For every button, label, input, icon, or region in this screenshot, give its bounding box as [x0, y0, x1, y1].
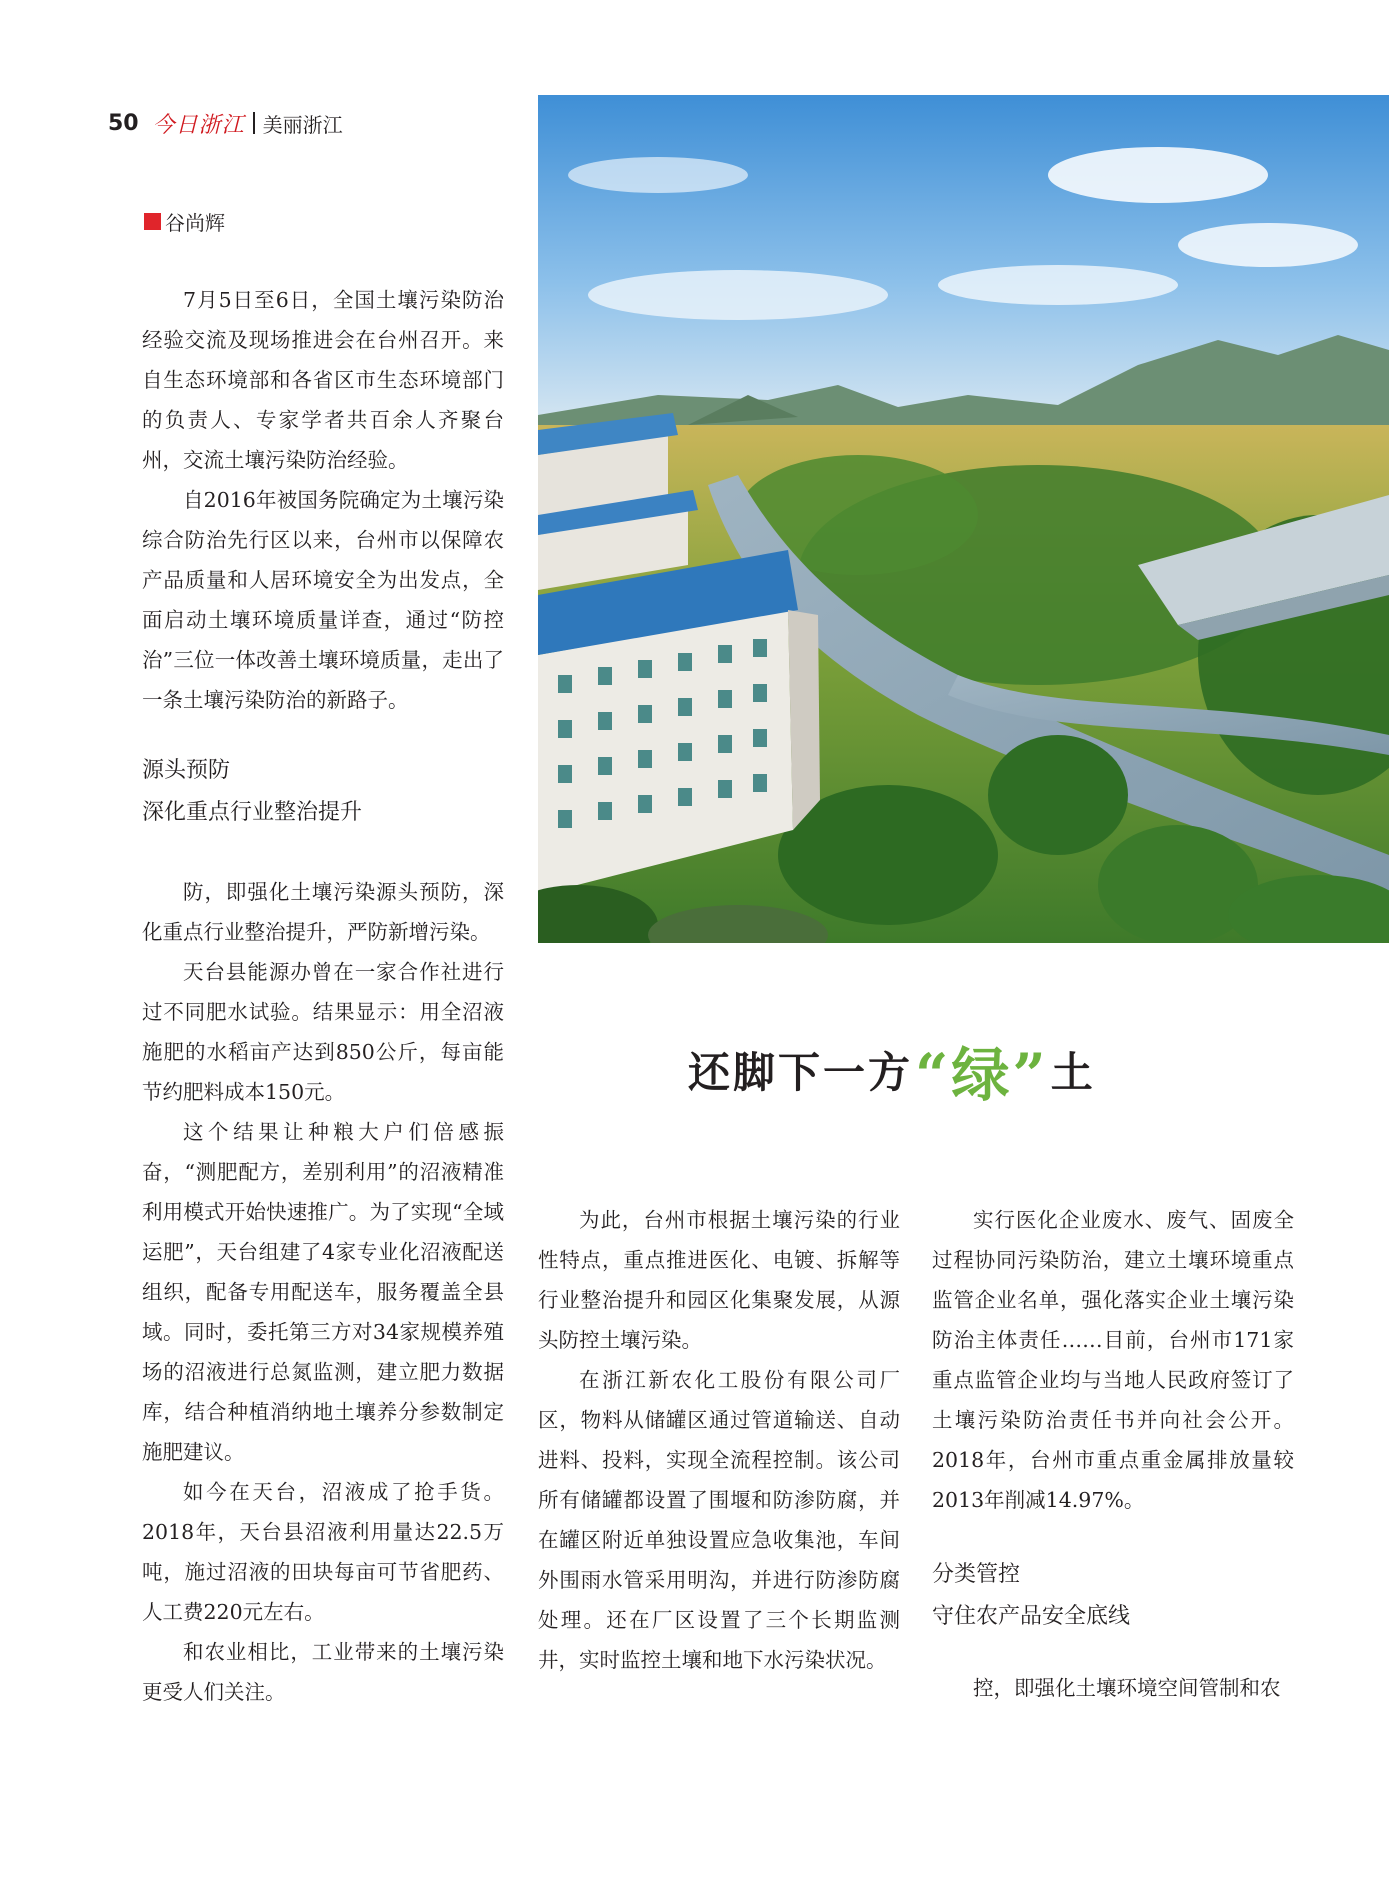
title-highlight: “绿” [915, 1041, 1049, 1109]
title-part-1: 还脚下一方 [688, 1048, 914, 1097]
paragraph: 自2016年被国务院确定为土壤污染综合防治先行区以来，台州市以保障农产品质量和人居环境安全为出发点，全面启动土壤环境质量详查，通过“防控治”三位一体改善土壤环境质量，走出了一条土壤污染防治的新路子。 [142, 488, 504, 712]
page-number: 50 [108, 110, 139, 136]
article-column-1 [142, 280, 504, 1712]
header-divider [253, 112, 255, 134]
paragraph: 实行医化企业废水、废气、固废全过程协同污染防治，建立土壤环境重点监管企业名单，强化落实企业土壤污染防治主体责任……目前，台州市171家重点监管企业均与当地人民政府签订了土壤污染防治责任书并向社会公开。2018年，台州市重点重金属排放量较2013年削减14.97%。 [932, 1208, 1294, 1512]
paragraph: 天台县能源办曾在一家合作社进行过不同肥水试验。结果显示：用全沼液施肥的水稻亩产达到850公斤，每亩能节约肥料成本150元。 [142, 960, 504, 1104]
paragraph: 7月5日至6日，全国土壤污染防治经验交流及现场推进会在台州召开。来自生态环境部和各省区市生态环境部门的负责人、专家学者共百余人齐聚台州，交流土壤污染防治经验。 [142, 288, 504, 472]
author-name: 谷尚辉 [165, 210, 225, 235]
subheading-kicker: 分类管控 [932, 1562, 1021, 1587]
article-column-3 [932, 1200, 1294, 1708]
aerial-photo [538, 95, 1389, 943]
section-name: 美丽浙江 [262, 112, 343, 137]
paragraph: 防，即强化土壤污染源头预防，深化重点行业整治提升，严防新增污染。 [142, 880, 504, 944]
paragraph: 控，即强化土壤环境空间管制和农 [973, 1676, 1281, 1700]
paragraph: 和农业相比，工业带来的土壤污染更受人们关注。 [142, 1640, 504, 1704]
paragraph: 如今在天台，沼液成了抢手货。2018年，天台县沼液利用量达22.5万吨，施过沼液的田块每亩可节省肥药、人工费220元左右。 [142, 1480, 504, 1624]
magazine-logo: 今日浙江 [152, 112, 245, 138]
title-part-2: 土 [1050, 1048, 1096, 1097]
subheading: 深化重点行业整治提升 [142, 800, 363, 825]
paragraph: 为此，台州市根据土壤污染的行业性特点，重点推进医化、电镀、拆解等行业整治提升和园区化集聚发展，从源头防控土壤污染。 [538, 1208, 900, 1352]
article-title [688, 1040, 1096, 1109]
subheading-kicker: 源头预防 [142, 758, 231, 783]
paragraph: 这个结果让种粮大户们倍感振奋，“测肥配方，差别利用”的沼液精准利用模式开始快速推广。为了实现“全域运肥”，天台组建了4家专业化沼液配送组织，配备专用配送车，服务覆盖全县域。同时，委托第三方对34家规模养殖场的沼液进行总氮监测，建立肥力数据库，结合种植消纳地土壤养分参数制定施肥建议。 [142, 1120, 504, 1464]
subheading: 守住农产品安全底线 [932, 1604, 1131, 1629]
article-column-2 [538, 1200, 900, 1680]
byline-marker [144, 213, 161, 230]
page-header [108, 108, 343, 138]
byline [144, 208, 225, 234]
paragraph: 在浙江新农化工股份有限公司厂区，物料从储罐区通过管道输送、自动进料、投料，实现全流程控制。该公司所有储罐都设置了围堰和防渗防腐，并在罐区附近单独设置应急收集池，车间外围雨水管采用明沟，并进行防渗防腐处理。还在厂区设置了三个长期监测井，实时监控土壤和地下水污染状况。 [538, 1368, 900, 1672]
